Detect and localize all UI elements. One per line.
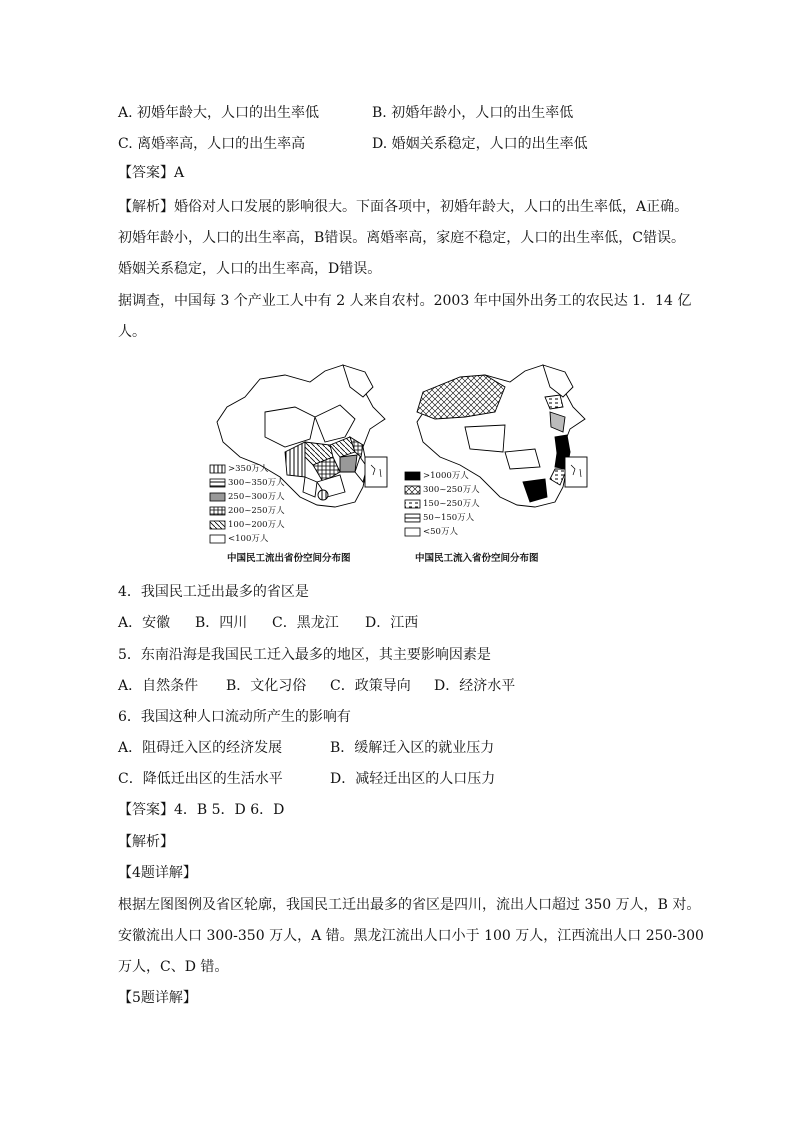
- q5-stem: 5．东南沿海是我国民工迁入最多的地区，其主要影响因素是: [118, 647, 491, 663]
- option-a: A. 初婚年龄大，人口的出生率低: [118, 105, 320, 121]
- detail4-heading: 【4题详解】: [118, 865, 197, 881]
- q5-option-a: A．自然条件: [118, 678, 199, 694]
- q5-option-d: D．经济水平: [434, 678, 516, 694]
- analysis-heading: 【解析】: [118, 834, 174, 850]
- q4-option-b: B．四川: [195, 615, 248, 631]
- q5-option-b: B．文化习俗: [226, 678, 307, 694]
- option-b: B. 初婚年龄小，人口的出生率低: [372, 105, 574, 121]
- analysis-line-2: 初婚年龄小，人口的出生率高，B错误。离婚率高，家庭不稳定，人口的出生率低，C错误。: [118, 230, 685, 246]
- q4-option-c: C．黑龙江: [272, 615, 339, 631]
- inflow-legend-1: >1000万人: [423, 471, 469, 481]
- passage-line-1: 据调查，中国每 3 个产业工人中有 2 人来自农村。2003 年中国外出务工的农民达 1．14 亿: [118, 293, 692, 309]
- passage-line-2: 人。: [118, 324, 146, 340]
- outflow-legend-5: 100~200万人: [228, 520, 285, 530]
- inflow-legend-2: 300~250万人: [423, 485, 480, 495]
- left-map-caption: 中国民工流出省份空间分布图: [227, 553, 351, 564]
- q6-stem: 6．我国这种人口流动所产生的影响有: [118, 709, 351, 725]
- analysis-line-1: 【解析】婚俗对人口发展的影响很大。下面各项中，初婚年龄大，人口的出生率低，A正确。: [118, 199, 689, 215]
- detail5-heading: 【5题详解】: [118, 990, 197, 1006]
- inflow-legend-3: 150~250万人: [423, 499, 480, 509]
- right-map-caption: 中国民工流入省份空间分布图: [415, 553, 539, 564]
- outflow-legend-2: 300~350万人: [228, 478, 285, 488]
- outflow-legend-4: 200~250万人: [228, 506, 285, 516]
- q4-option-d: D．江西: [365, 615, 419, 631]
- option-c: C. 离婚率高，人口的出生率高: [118, 136, 306, 152]
- detail4-line-3: 万人，C、D 错。: [118, 959, 229, 975]
- q6-option-d: D．减轻迁出区的人口压力: [330, 771, 496, 787]
- option-d: D. 婚姻关系稳定，人口的出生率低: [372, 136, 588, 152]
- q4-option-a: A．安徽: [118, 615, 171, 631]
- q4-stem: 4．我国民工迁出最多的省区是: [118, 584, 309, 600]
- answer-line-2: 【答案】4．B 5．D 6．D: [118, 802, 285, 818]
- q6-option-a: A．阻碍迁入区的经济发展: [118, 740, 283, 756]
- migration-maps-figure: [205, 357, 595, 572]
- outflow-legend-1: >350万人: [228, 464, 269, 474]
- inflow-legend: [405, 472, 420, 536]
- q5-option-c: C．政策导向: [330, 678, 411, 694]
- outflow-legend: [210, 465, 225, 543]
- detail4-line-2: 安徽流出人口 300-350 万人，A 错。黑龙江流出人口小于 100 万人，江西流出人口 250-300: [118, 928, 704, 944]
- inflow-legend-4: 50~150万人: [423, 513, 475, 523]
- q6-option-c: C．降低迁出区的生活水平: [118, 771, 283, 787]
- q6-option-b: B．缓解迁入区的就业压力: [330, 740, 495, 756]
- inflow-legend-5: <50万人: [423, 527, 458, 537]
- detail4-line-1: 根据左图图例及省区轮廓，我国民工迁出最多的省区是四川，流出人口超过 350 万人，B 对。: [118, 897, 701, 913]
- outflow-legend-3: 250~300万人: [228, 492, 285, 502]
- analysis-line-3: 婚姻关系稳定，人口的出生率高，D错误。: [118, 261, 382, 277]
- answer-line: 【答案】A: [118, 165, 185, 181]
- outflow-legend-6: <100万人: [228, 534, 269, 544]
